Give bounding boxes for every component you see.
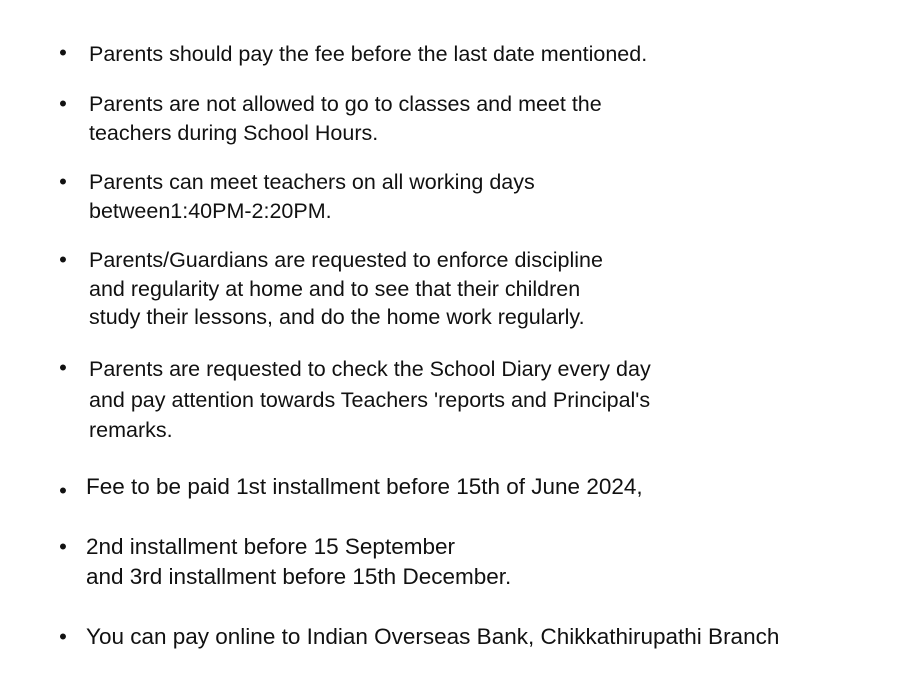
notice-line: Parents are not allowed to go to classes and meet the	[89, 92, 602, 116]
notice-line: remarks.	[89, 418, 173, 442]
bullet-icon: •	[59, 478, 67, 503]
bullet-icon: •	[59, 91, 67, 116]
notice-line: and 3rd installment before 15th December.	[86, 564, 512, 589]
notice-line: 2nd installment before 15 September	[86, 534, 455, 559]
notice-line: Parents should pay the fee before the last date mentioned.	[89, 42, 648, 66]
notice-text	[89, 168, 535, 225]
notice-line: Parents/Guardians are requested to enforce discipline	[89, 248, 603, 272]
notice-line: teachers during School Hours.	[89, 120, 379, 145]
bullet-icon: •	[59, 247, 67, 272]
notice-line: between1:40PM-2:20PM.	[89, 198, 332, 223]
notice-line: Fee to be paid 1st installment before 15th of June 2024,	[86, 474, 643, 499]
notice-text	[86, 472, 643, 502]
notice-text	[89, 40, 647, 69]
notice-line: and pay attention towards Teachers 'reports and Principal's	[89, 387, 651, 412]
notice-text	[89, 90, 602, 147]
notice-line: Parents can meet teachers on all working days	[89, 170, 535, 194]
notice-text	[89, 354, 651, 446]
bullet-icon: •	[59, 169, 67, 194]
bullet-icon: •	[59, 624, 67, 649]
bullet-icon: •	[59, 534, 67, 559]
notice-text	[86, 532, 511, 592]
notice-line: You can pay online to Indian Overseas Bank, Chikkathirupathi Branch	[86, 624, 780, 649]
bullet-icon: •	[59, 40, 67, 65]
bullet-icon: •	[59, 355, 67, 380]
notice-text	[86, 622, 779, 652]
notice-line: Parents are requested to check the School Diary every day	[89, 357, 651, 381]
notice-text	[89, 246, 603, 332]
notice-line: study their lessons, and do the home work regularly.	[89, 305, 585, 329]
notice-line: and regularity at home and to see that their children	[89, 276, 581, 301]
